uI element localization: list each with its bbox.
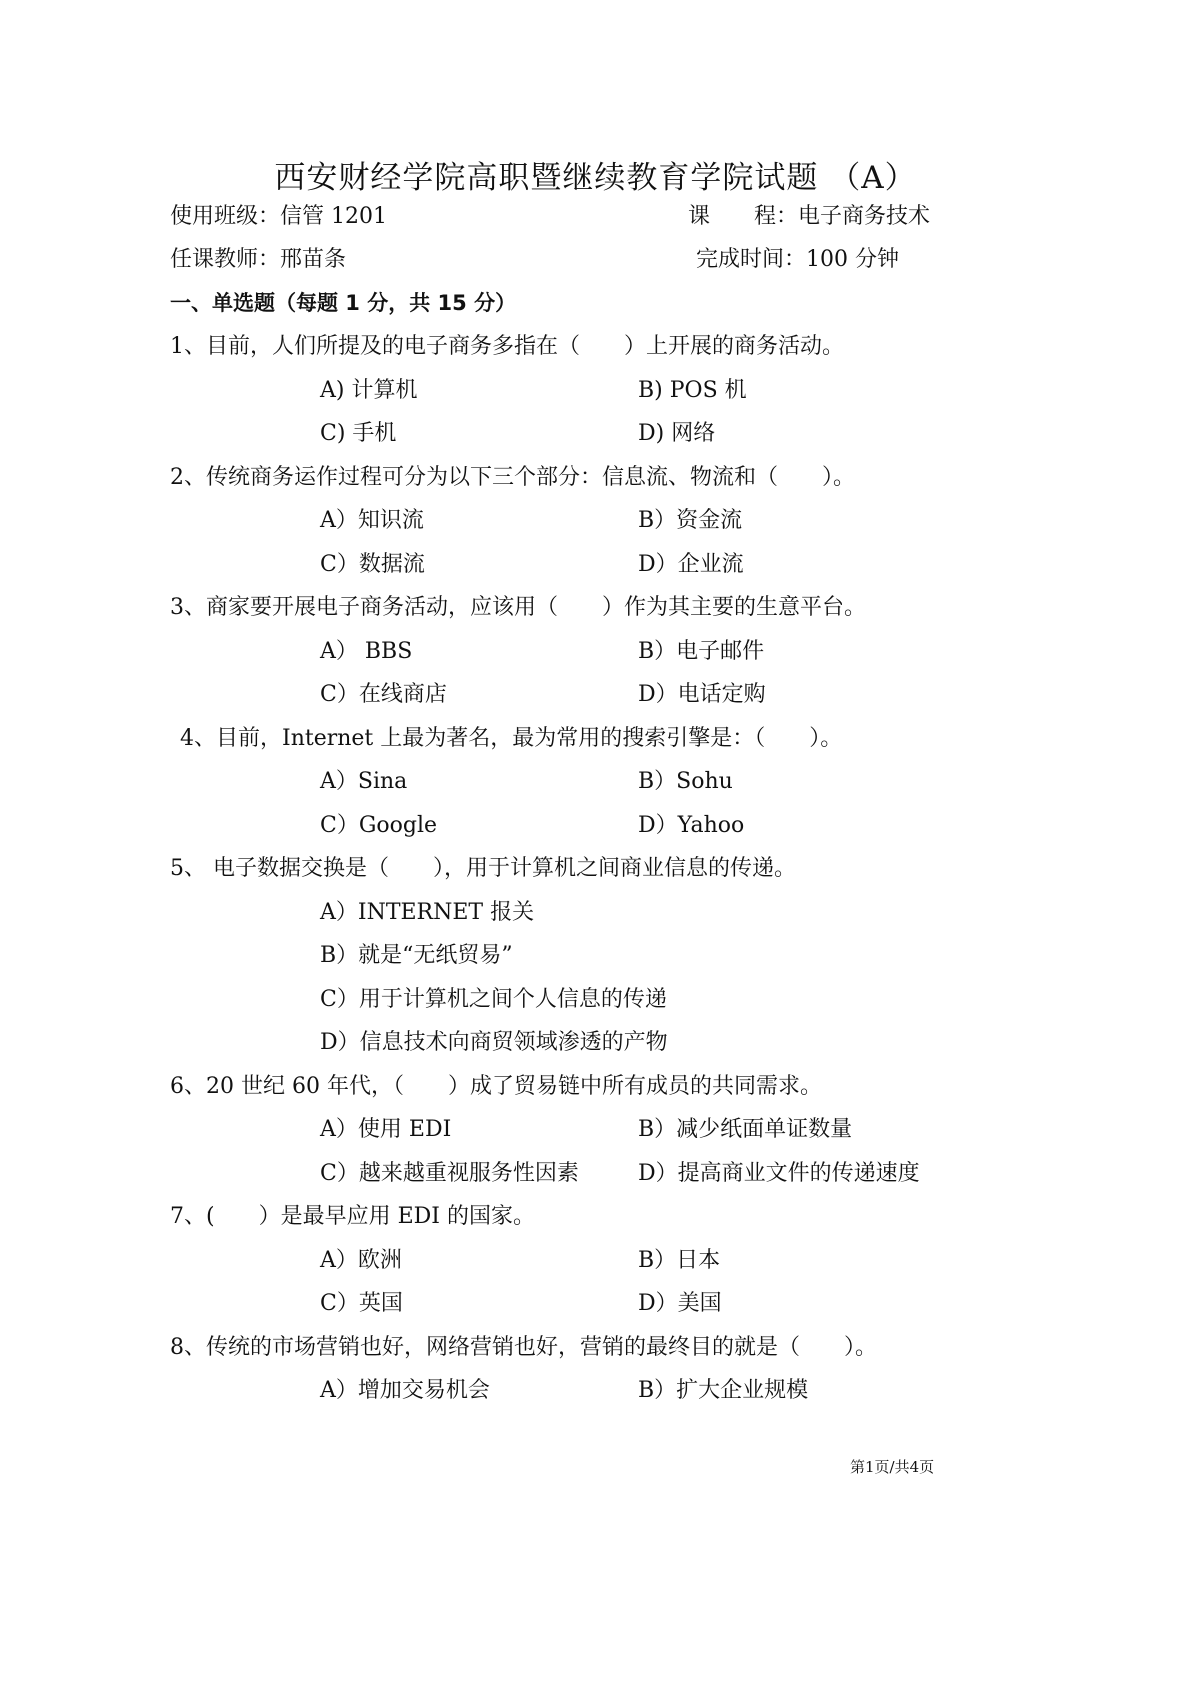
question-6-option-b: B）减少纸面单证数量 [638,1117,853,1142]
exam-title: 西安财经学院高职暨继续教育学院试题 （A） [274,160,917,196]
question-3-option-a: A） BBS [320,639,413,664]
question-6-option-d: D）提高商业文件的传递速度 [638,1161,920,1186]
question-7-stem: 7、( ）是最早应用 EDI 的国家。 [170,1204,535,1229]
question-4-option-c: C）Google [320,813,438,838]
teacher-info: 任课教师：邢苗条 [170,247,347,272]
question-2-option-a: A）知识流 [320,508,424,533]
question-4-option-d: D）Yahoo [638,813,745,838]
course-info: 课 程：电子商务技术 [688,204,931,229]
question-3-option-c: C）在线商店 [320,682,447,707]
time-info: 完成时间：100 分钟 [696,247,899,272]
question-1-stem: 1、目前，人们所提及的电子商务多指在（ ）上开展的商务活动。 [170,334,844,359]
question-8-stem: 8、传统的市场营销也好，网络营销也好，营销的最终目的就是（ ）。 [170,1335,877,1360]
question-1-option-c: C) 手机 [320,421,397,446]
section-heading: 一、单选题（每题 1 分，共 15 分） [170,291,517,315]
question-5-option-a: A）INTERNET 报关 [320,900,535,925]
page-number: 第1页/共4页 [850,1458,935,1476]
question-5-option-b: B）就是“无纸贸易” [320,943,513,968]
question-2-option-d: D）企业流 [638,552,744,577]
question-2-stem: 2、传统商务运作过程可分为以下三个部分：信息流、物流和（ ）。 [170,465,855,490]
class-info: 使用班级：信管 1201 [170,204,387,229]
question-4-stem: 4、目前，Internet 上最为著名，最为常用的搜索引擎是：（ ）。 [180,726,843,751]
question-5-option-c: C）用于计算机之间个人信息的传递 [320,987,667,1012]
question-7-option-b: B）日本 [638,1248,721,1273]
question-2-option-b: B）资金流 [638,508,743,533]
question-7-option-d: D）美国 [638,1291,722,1316]
question-6-option-c: C）越来越重视服务性因素 [320,1161,579,1186]
question-8-option-b: B）扩大企业规模 [638,1378,809,1403]
question-1-option-a: A) 计算机 [320,378,418,403]
question-8-option-a: A）增加交易机会 [320,1378,490,1403]
question-1-option-b: B) POS 机 [638,378,747,403]
question-4-option-b: B）Sohu [638,769,733,794]
question-4-option-a: A）Sina [320,769,408,794]
question-3-stem: 3、商家要开展电子商务活动，应该用（ ）作为其主要的生意平台。 [170,595,866,620]
question-7-option-c: C）英国 [320,1291,403,1316]
question-5-stem: 5、 电子数据交换是（ ），用于计算机之间商业信息的传递。 [170,856,796,881]
question-6-option-a: A）使用 EDI [320,1117,452,1142]
question-3-option-d: D）电话定购 [638,682,766,707]
question-1-option-d: D) 网络 [638,421,716,446]
question-5-option-d: D）信息技术向商贸领域渗透的产物 [320,1030,668,1055]
question-7-option-a: A）欧洲 [320,1248,402,1273]
question-2-option-c: C）数据流 [320,552,425,577]
question-3-option-b: B）电子邮件 [638,639,765,664]
question-6-stem: 6、20 世纪 60 年代，（ ）成了贸易链中所有成员的共同需求。 [170,1074,822,1099]
